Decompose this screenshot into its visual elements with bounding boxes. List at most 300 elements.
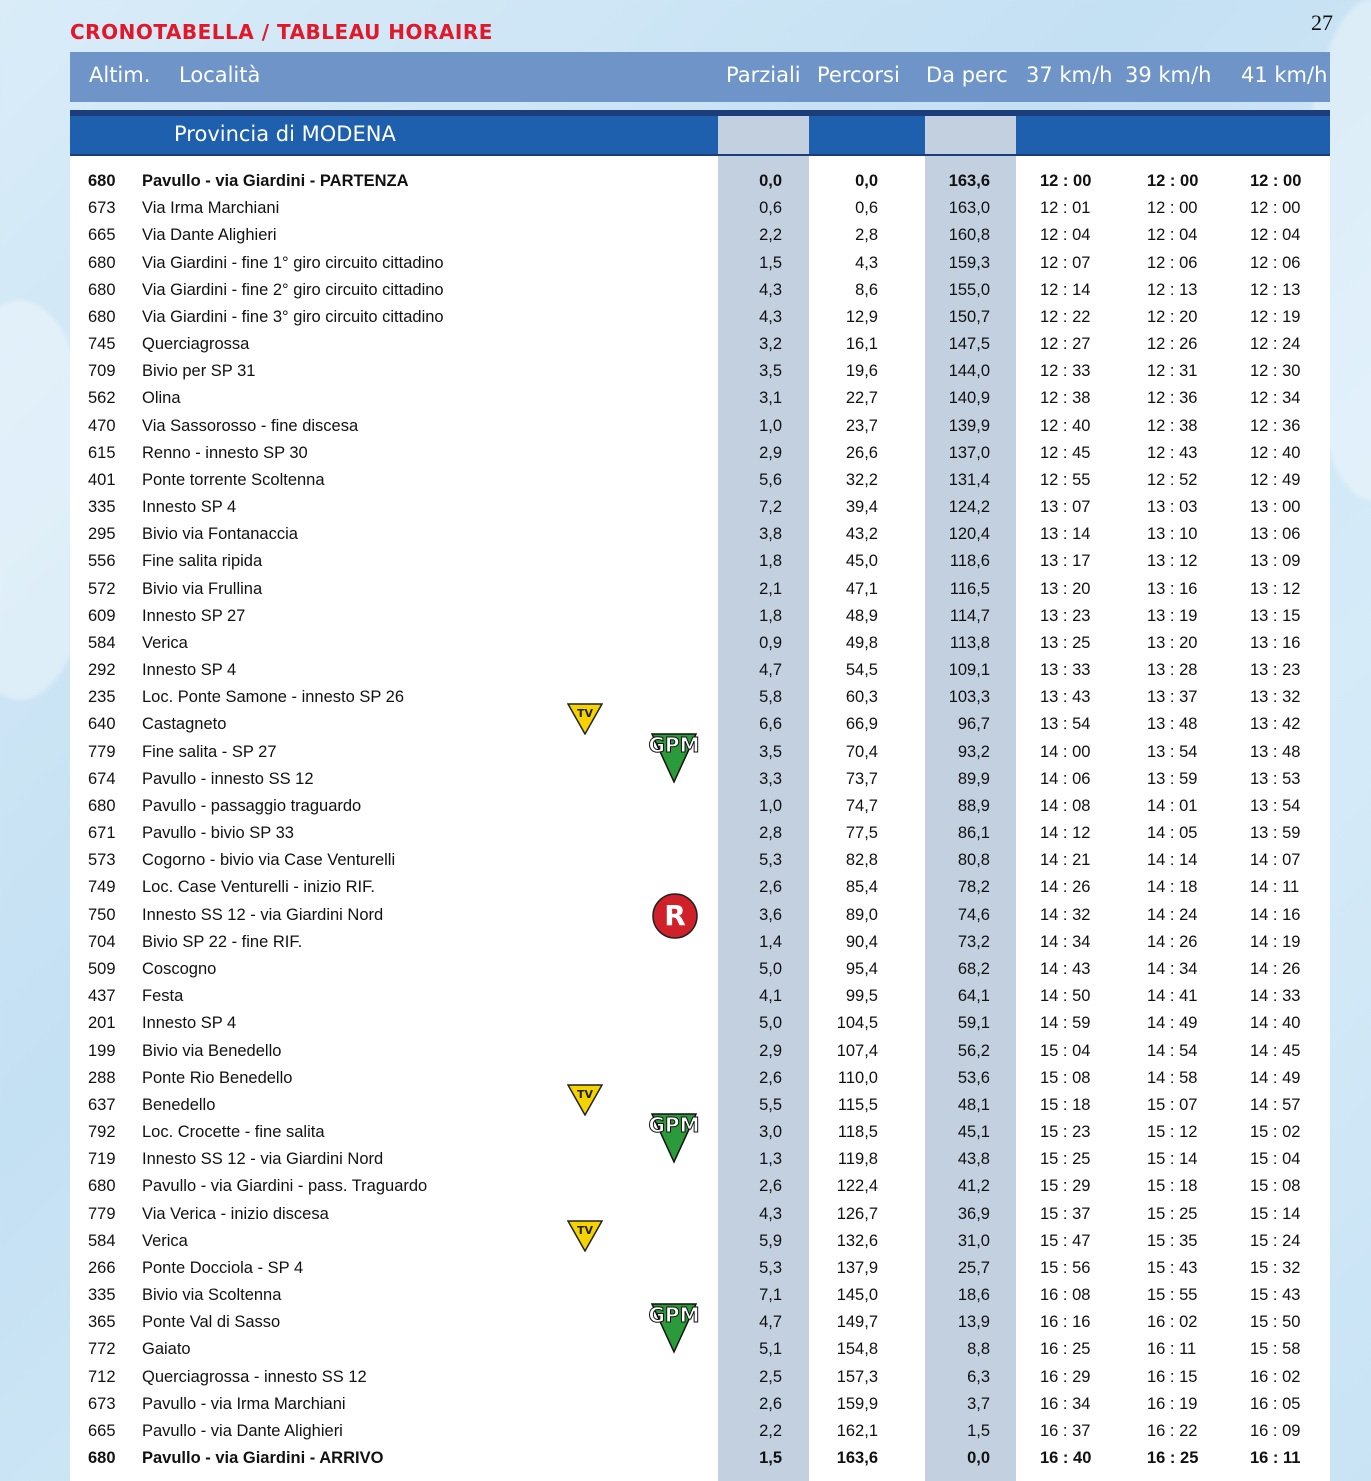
- remaining-km-cell: 109,1: [948, 661, 990, 680]
- covered-km-cell: 73,7: [845, 769, 878, 788]
- covered-km-cell: 60,3: [845, 688, 878, 707]
- locality-cell: Via Giardini - fine 3° giro circuito cittadino: [142, 307, 444, 326]
- time-41-cell: 15 : 58: [1250, 1340, 1301, 1359]
- covered-km-cell: 54,5: [845, 661, 878, 680]
- remaining-km-cell: 88,9: [957, 796, 990, 815]
- altitude-cell: 335: [88, 498, 116, 517]
- remaining-km-cell: 0,0: [967, 1449, 990, 1468]
- covered-km-cell: 85,4: [845, 878, 878, 897]
- time-41-cell: 13 : 32: [1250, 688, 1301, 707]
- remaining-km-cell: 163,0: [948, 199, 990, 218]
- altitude-cell: 437: [88, 987, 116, 1006]
- remaining-km-cell: 131,4: [948, 470, 990, 489]
- altitude-cell: 671: [88, 824, 116, 843]
- col-speed-39: 39 km/h: [1125, 63, 1212, 87]
- remaining-km-cell: 114,7: [949, 606, 990, 625]
- time-37-cell: 15 : 47: [1040, 1231, 1091, 1250]
- locality-cell: Fine salita - SP 27: [142, 742, 277, 761]
- locality-cell: Via Irma Marchiani: [142, 199, 280, 218]
- table-row: [70, 1201, 1330, 1228]
- table-row: [70, 358, 1330, 385]
- partial-km-cell: 1,3: [759, 1150, 782, 1169]
- refreshment-label: R: [664, 898, 686, 932]
- table-row: [70, 521, 1330, 548]
- time-39-cell: 13 : 28: [1147, 661, 1198, 680]
- altitude-cell: 288: [88, 1068, 116, 1087]
- table-row: [70, 222, 1330, 249]
- locality-cell: Bivio per SP 31: [142, 362, 256, 381]
- altitude-cell: 584: [88, 633, 116, 652]
- table-row: [70, 413, 1330, 440]
- table-row: [70, 576, 1330, 603]
- time-41-cell: 12 : 00: [1250, 172, 1302, 190]
- col-speed-41: 41 km/h: [1241, 63, 1328, 87]
- time-39-cell: 13 : 10: [1147, 525, 1198, 544]
- time-37-cell: 14 : 08: [1040, 796, 1091, 815]
- altitude-cell: 295: [88, 525, 116, 544]
- partial-km-cell: 7,1: [759, 1286, 782, 1305]
- time-37-cell: 16 : 29: [1040, 1367, 1091, 1386]
- time-41-cell: 13 : 54: [1250, 796, 1301, 815]
- partial-km-cell: 3,6: [759, 905, 782, 924]
- covered-km-cell: 154,8: [836, 1340, 878, 1359]
- altitude-cell: 674: [88, 769, 116, 788]
- gpm-label: GPM: [648, 1303, 700, 1328]
- altitude-cell: 779: [88, 1204, 116, 1223]
- locality-cell: Ponte Docciola - SP 4: [142, 1258, 304, 1277]
- time-39-cell: 12 : 00: [1147, 199, 1198, 218]
- time-37-cell: 16 : 34: [1040, 1394, 1091, 1413]
- table-row: [70, 1113, 1330, 1146]
- locality-cell: Pavullo - via Giardini - ARRIVO: [142, 1449, 384, 1468]
- covered-km-cell: 26,6: [845, 443, 878, 462]
- time-37-cell: 12 : 22: [1040, 307, 1091, 326]
- partial-km-cell: 4,3: [759, 307, 782, 326]
- time-39-cell: 15 : 18: [1147, 1177, 1198, 1196]
- covered-km-cell: 82,8: [845, 851, 878, 870]
- time-41-cell: 15 : 02: [1250, 1123, 1301, 1142]
- altitude-cell: 665: [88, 1421, 116, 1440]
- partial-km-cell: 4,7: [759, 661, 782, 680]
- partial-km-cell: 3,0: [759, 1123, 782, 1142]
- province-name: Provincia di MODENA: [174, 122, 396, 146]
- time-37-cell: 16 : 08: [1040, 1286, 1091, 1305]
- page-number: 27: [1311, 10, 1333, 35]
- altitude-cell: 556: [88, 552, 116, 571]
- locality-cell: Benedello: [142, 1095, 216, 1114]
- time-41-cell: 15 : 14: [1250, 1204, 1301, 1223]
- remaining-km-cell: 78,2: [957, 878, 990, 897]
- table-row: [70, 440, 1330, 467]
- remaining-km-cell: 150,7: [948, 307, 990, 326]
- locality-cell: Pavullo - via Dante Alighieri: [142, 1421, 343, 1440]
- time-39-cell: 12 : 36: [1147, 389, 1198, 408]
- time-39-cell: 16 : 25: [1147, 1449, 1199, 1468]
- table-row: [70, 277, 1330, 304]
- time-39-cell: 13 : 37: [1147, 688, 1198, 707]
- table-row: [70, 1418, 1330, 1445]
- time-41-cell: 13 : 09: [1250, 552, 1301, 571]
- locality-cell: Via Sassorosso - fine discesa: [142, 416, 359, 435]
- time-41-cell: 14 : 26: [1250, 959, 1301, 978]
- remaining-km-cell: 93,2: [957, 742, 990, 761]
- remaining-km-cell: 116,5: [949, 579, 990, 598]
- remaining-km-cell: 8,8: [967, 1340, 990, 1359]
- altitude-cell: 779: [88, 742, 116, 761]
- time-39-cell: 14 : 14: [1147, 851, 1198, 870]
- remaining-km-cell: 103,3: [948, 688, 990, 707]
- time-39-cell: 12 : 38: [1147, 416, 1198, 435]
- locality-cell: Fine salita ripida: [142, 552, 263, 571]
- altitude-cell: 673: [88, 1394, 116, 1413]
- time-39-cell: 13 : 48: [1147, 715, 1198, 734]
- locality-cell: Innesto SP 4: [142, 1014, 237, 1033]
- table-row: [70, 684, 1330, 711]
- remaining-km-cell: 43,8: [957, 1150, 990, 1169]
- time-39-cell: 16 : 19: [1147, 1394, 1198, 1413]
- remaining-km-cell: 3,7: [967, 1394, 990, 1413]
- time-37-cell: 13 : 33: [1040, 661, 1091, 680]
- partial-km-cell: 6,6: [759, 715, 782, 734]
- covered-km-cell: 12,9: [845, 307, 878, 326]
- time-37-cell: 12 : 40: [1040, 416, 1091, 435]
- locality-cell: Via Dante Alighieri: [142, 226, 277, 245]
- covered-km-cell: 126,7: [836, 1204, 878, 1223]
- altitude-cell: 335: [88, 1286, 116, 1305]
- remaining-km-cell: 64,1: [957, 987, 990, 1006]
- time-37-cell: 12 : 45: [1040, 443, 1091, 462]
- partial-km-cell: 2,5: [759, 1367, 782, 1386]
- locality-cell: Bivio via Scoltenna: [142, 1286, 282, 1305]
- remaining-km-cell: 86,1: [957, 824, 990, 843]
- time-37-cell: 12 : 38: [1040, 389, 1091, 408]
- remaining-km-cell: 113,8: [949, 633, 990, 652]
- locality-cell: Via Giardini - fine 1° giro circuito cittadino: [142, 253, 444, 272]
- locality-cell: Verica: [142, 633, 188, 652]
- time-39-cell: 15 : 43: [1147, 1258, 1198, 1277]
- time-39-cell: 16 : 22: [1147, 1421, 1198, 1440]
- time-41-cell: 15 : 04: [1250, 1150, 1301, 1169]
- time-37-cell: 16 : 16: [1040, 1313, 1091, 1332]
- locality-cell: Bivio via Benedello: [142, 1041, 282, 1060]
- altitude-cell: 680: [88, 253, 116, 272]
- table-row: [70, 467, 1330, 494]
- gpm-label: GPM: [648, 732, 700, 757]
- partial-km-cell: 0,0: [759, 172, 782, 190]
- time-37-cell: 16 : 25: [1040, 1340, 1091, 1359]
- time-37-cell: 15 : 29: [1040, 1177, 1091, 1196]
- time-41-cell: 12 : 30: [1250, 362, 1301, 381]
- table-row: [70, 983, 1330, 1010]
- locality-cell: Verica: [142, 1231, 188, 1250]
- time-39-cell: 14 : 18: [1147, 878, 1198, 897]
- altitude-cell: 266: [88, 1258, 116, 1277]
- locality-cell: Loc. Crocette - fine salita: [142, 1123, 325, 1142]
- table-row: [70, 1445, 1330, 1472]
- time-37-cell: 14 : 32: [1040, 905, 1091, 924]
- col-altitude: Altim.: [89, 63, 151, 87]
- partial-km-cell: 5,6: [759, 470, 782, 489]
- col-covered: Percorsi: [817, 63, 900, 87]
- covered-km-cell: 157,3: [836, 1367, 878, 1386]
- covered-km-cell: 115,5: [837, 1095, 878, 1114]
- altitude-cell: 509: [88, 959, 116, 978]
- time-37-cell: 12 : 00: [1040, 172, 1092, 190]
- time-37-cell: 14 : 12: [1040, 824, 1091, 843]
- partial-km-cell: 2,6: [759, 878, 782, 897]
- time-37-cell: 14 : 43: [1040, 959, 1091, 978]
- altitude-cell: 292: [88, 661, 116, 680]
- time-41-cell: 12 : 19: [1250, 307, 1301, 326]
- time-41-cell: 12 : 49: [1250, 470, 1301, 489]
- partial-km-cell: 0,6: [759, 199, 782, 218]
- altitude-cell: 640: [88, 715, 116, 734]
- locality-cell: Bivio via Frullina: [142, 579, 263, 598]
- time-41-cell: 13 : 12: [1250, 579, 1301, 598]
- altitude-cell: 470: [88, 416, 116, 435]
- col-locality: Località: [179, 63, 261, 87]
- time-37-cell: 13 : 54: [1040, 715, 1091, 734]
- remaining-km-cell: 1,5: [967, 1421, 990, 1440]
- altitude-cell: 235: [88, 688, 116, 707]
- time-41-cell: 14 : 16: [1250, 905, 1301, 924]
- time-37-cell: 15 : 25: [1040, 1150, 1091, 1169]
- covered-km-cell: 47,1: [845, 579, 878, 598]
- time-37-cell: 13 : 07: [1040, 498, 1091, 517]
- time-41-cell: 16 : 02: [1250, 1367, 1301, 1386]
- time-39-cell: 15 : 35: [1147, 1231, 1198, 1250]
- covered-km-cell: 110,0: [837, 1068, 878, 1087]
- tv-sprint-icon: [567, 703, 603, 735]
- locality-cell: Querciagrossa - innesto SS 12: [142, 1367, 367, 1386]
- time-37-cell: 12 : 01: [1040, 199, 1091, 218]
- table-row: [70, 548, 1330, 575]
- remaining-km-cell: 68,2: [957, 959, 990, 978]
- time-39-cell: 14 : 34: [1147, 959, 1198, 978]
- partial-km-cell: 5,8: [759, 688, 782, 707]
- time-37-cell: 12 : 55: [1040, 470, 1091, 489]
- table-row: [70, 1391, 1330, 1418]
- covered-km-cell: 22,7: [845, 389, 878, 408]
- time-37-cell: 12 : 27: [1040, 335, 1091, 354]
- time-39-cell: 12 : 26: [1147, 335, 1198, 354]
- locality-cell: Bivio via Fontanaccia: [142, 525, 298, 544]
- time-37-cell: 15 : 18: [1040, 1095, 1091, 1114]
- time-41-cell: 12 : 06: [1250, 253, 1301, 272]
- table-row: [70, 874, 1330, 901]
- time-41-cell: 14 : 07: [1250, 851, 1301, 870]
- altitude-cell: 680: [88, 1449, 116, 1468]
- altitude-cell: 401: [88, 470, 116, 489]
- remaining-km-cell: 118,6: [949, 552, 990, 571]
- tv-sprint-icon: [567, 1220, 603, 1252]
- covered-km-cell: 104,5: [836, 1014, 878, 1033]
- covered-km-cell: 122,4: [836, 1177, 878, 1196]
- time-39-cell: 16 : 15: [1147, 1367, 1198, 1386]
- table-row: [70, 1223, 1330, 1255]
- time-39-cell: 14 : 01: [1147, 796, 1198, 815]
- time-41-cell: 15 : 32: [1250, 1258, 1301, 1277]
- partial-km-cell: 5,3: [759, 1258, 782, 1277]
- time-37-cell: 15 : 08: [1040, 1068, 1091, 1087]
- covered-km-cell: 162,1: [836, 1421, 878, 1440]
- time-41-cell: 16 : 05: [1250, 1394, 1301, 1413]
- partial-km-cell: 3,2: [759, 335, 782, 354]
- altitude-cell: 615: [88, 443, 116, 462]
- time-39-cell: 13 : 59: [1147, 769, 1198, 788]
- altitude-cell: 704: [88, 932, 116, 951]
- locality-cell: Pavullo - via Giardini - PARTENZA: [142, 172, 409, 190]
- time-37-cell: 12 : 14: [1040, 280, 1091, 299]
- locality-cell: Loc. Ponte Samone - innesto SP 26: [142, 688, 405, 707]
- time-41-cell: 14 : 40: [1250, 1014, 1301, 1033]
- time-37-cell: 15 : 37: [1040, 1204, 1091, 1223]
- time-37-cell: 12 : 07: [1040, 253, 1091, 272]
- covered-km-cell: 149,7: [836, 1313, 878, 1332]
- page-title: CRONOTABELLA / TABLEAU HORAIRE: [70, 20, 493, 44]
- altitude-cell: 573: [88, 851, 116, 870]
- partial-km-cell: 5,0: [759, 959, 782, 978]
- locality-cell: Ponte Rio Benedello: [142, 1068, 293, 1087]
- time-41-cell: 12 : 34: [1250, 389, 1301, 408]
- remaining-km-cell: 13,9: [957, 1313, 990, 1332]
- time-39-cell: 13 : 20: [1147, 633, 1198, 652]
- divider: [70, 154, 1330, 156]
- locality-cell: Ponte torrente Scoltenna: [142, 470, 325, 489]
- remaining-km-cell: 120,4: [948, 525, 990, 544]
- altitude-cell: 365: [88, 1313, 116, 1332]
- time-37-cell: 14 : 21: [1040, 851, 1091, 870]
- remaining-km-cell: 74,6: [957, 905, 990, 924]
- time-37-cell: 13 : 23: [1040, 606, 1091, 625]
- time-41-cell: 12 : 24: [1250, 335, 1301, 354]
- partial-km-cell: 1,8: [759, 606, 782, 625]
- locality-cell: Querciagrossa: [142, 335, 250, 354]
- covered-km-cell: 66,9: [845, 715, 878, 734]
- time-39-cell: 12 : 00: [1147, 172, 1199, 190]
- remaining-km-cell: 41,2: [957, 1177, 990, 1196]
- banner-cell: [809, 116, 925, 154]
- partial-km-cell: 3,3: [759, 769, 782, 788]
- covered-km-cell: 145,0: [836, 1286, 878, 1305]
- time-41-cell: 15 : 08: [1250, 1177, 1301, 1196]
- partial-km-cell: 7,2: [759, 498, 782, 517]
- partial-km-cell: 5,9: [759, 1231, 782, 1250]
- time-41-cell: 12 : 00: [1250, 199, 1301, 218]
- partial-km-cell: 0,9: [759, 633, 782, 652]
- partial-km-cell: 3,5: [759, 742, 782, 761]
- partial-km-cell: 1,5: [759, 253, 782, 272]
- altitude-cell: 772: [88, 1340, 116, 1359]
- altitude-cell: 680: [88, 172, 116, 190]
- time-39-cell: 12 : 13: [1147, 280, 1198, 299]
- time-41-cell: 15 : 50: [1250, 1313, 1301, 1332]
- partial-km-cell: 2,6: [759, 1177, 782, 1196]
- covered-km-cell: 8,6: [855, 280, 878, 299]
- partial-km-cell: 5,0: [759, 1014, 782, 1033]
- time-37-cell: 15 : 04: [1040, 1041, 1091, 1060]
- partial-km-cell: 3,5: [759, 362, 782, 381]
- time-41-cell: 16 : 09: [1250, 1421, 1301, 1440]
- altitude-cell: 572: [88, 579, 116, 598]
- time-41-cell: 12 : 04: [1250, 226, 1301, 245]
- covered-km-cell: 49,8: [845, 633, 878, 652]
- time-39-cell: 12 : 31: [1147, 362, 1198, 381]
- table-row: [70, 1303, 1330, 1336]
- partial-km-cell: 3,1: [759, 389, 782, 408]
- locality-cell: Innesto SP 4: [142, 661, 237, 680]
- table-row: [70, 1010, 1330, 1037]
- time-37-cell: 14 : 06: [1040, 769, 1091, 788]
- tv-sprint-icon: [567, 1084, 603, 1116]
- locality-cell: Pavullo - innesto SS 12: [142, 769, 314, 788]
- time-41-cell: 13 : 42: [1250, 715, 1301, 734]
- time-41-cell: 13 : 59: [1250, 824, 1301, 843]
- table-row: [70, 657, 1330, 684]
- time-41-cell: 13 : 00: [1250, 498, 1301, 517]
- time-39-cell: 15 : 14: [1147, 1150, 1198, 1169]
- locality-cell: Pavullo - passaggio traguardo: [142, 796, 362, 815]
- table-row: [70, 331, 1330, 358]
- table-row: [70, 168, 1330, 195]
- table-row: [70, 820, 1330, 847]
- covered-km-cell: 45,0: [845, 552, 878, 571]
- remaining-km-cell: 96,7: [957, 715, 990, 734]
- altitude-cell: 750: [88, 905, 116, 924]
- altitude-cell: 673: [88, 199, 116, 218]
- time-39-cell: 12 : 52: [1147, 470, 1198, 489]
- time-37-cell: 15 : 23: [1040, 1123, 1091, 1142]
- time-39-cell: 15 : 55: [1147, 1286, 1198, 1305]
- time-41-cell: 15 : 43: [1250, 1286, 1301, 1305]
- partial-km-cell: 1,8: [759, 552, 782, 571]
- covered-km-cell: 32,2: [845, 470, 878, 489]
- altitude-cell: 749: [88, 878, 116, 897]
- covered-km-cell: 23,7: [845, 416, 878, 435]
- covered-km-cell: 119,8: [837, 1150, 878, 1169]
- partial-km-cell: 3,8: [759, 525, 782, 544]
- table-row: [70, 630, 1330, 657]
- column-header-bar: [70, 52, 1330, 102]
- table-row: [70, 1146, 1330, 1173]
- table-row: [70, 385, 1330, 412]
- remaining-km-cell: 147,5: [948, 335, 990, 354]
- gpm-label: GPM: [648, 1113, 700, 1138]
- locality-cell: Festa: [142, 987, 184, 1006]
- time-37-cell: 16 : 37: [1040, 1421, 1091, 1440]
- covered-km-cell: 0,0: [855, 172, 878, 190]
- covered-km-cell: 77,5: [845, 824, 878, 843]
- time-39-cell: 16 : 11: [1147, 1340, 1197, 1359]
- covered-km-cell: 132,6: [836, 1231, 878, 1250]
- time-39-cell: 15 : 25: [1147, 1204, 1198, 1223]
- table-row: [70, 603, 1330, 630]
- altitude-cell: 562: [88, 389, 116, 408]
- covered-km-cell: 89,0: [845, 905, 878, 924]
- locality-cell: Via Giardini - fine 2° giro circuito cittadino: [142, 280, 444, 299]
- remaining-km-cell: 80,8: [957, 851, 990, 870]
- time-39-cell: 13 : 16: [1147, 579, 1198, 598]
- locality-cell: Innesto SP 27: [142, 606, 246, 625]
- time-39-cell: 14 : 41: [1147, 987, 1198, 1006]
- time-41-cell: 14 : 49: [1250, 1068, 1301, 1087]
- covered-km-cell: 43,2: [845, 525, 878, 544]
- locality-cell: Via Verica - inizio discesa: [142, 1204, 329, 1223]
- covered-km-cell: 159,9: [836, 1394, 878, 1413]
- time-41-cell: 16 : 11: [1250, 1449, 1301, 1468]
- partial-km-cell: 5,5: [759, 1095, 782, 1114]
- altitude-cell: 680: [88, 796, 116, 815]
